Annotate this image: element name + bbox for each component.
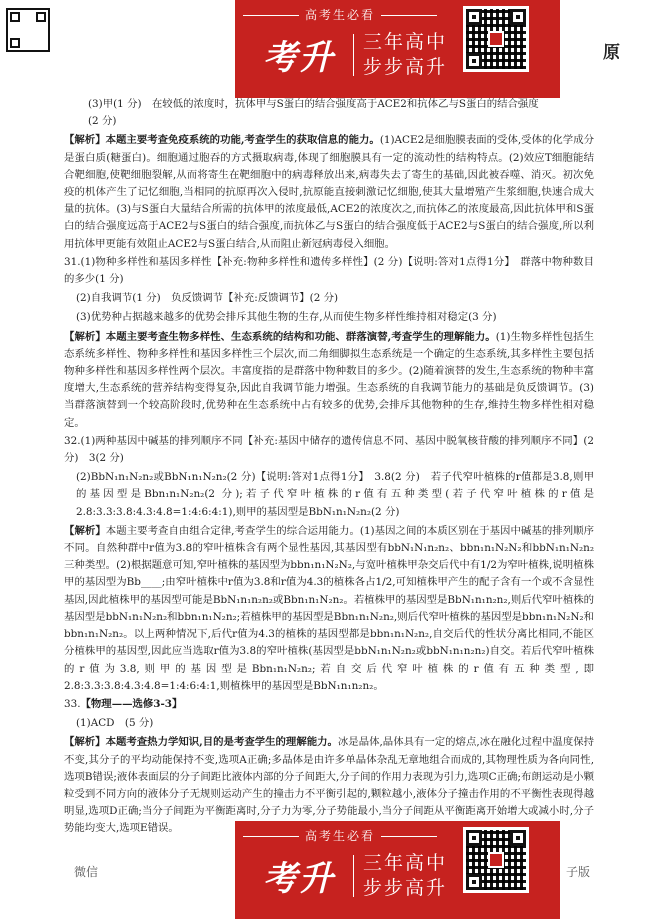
q30-part3-score: (2 分): [88, 115, 117, 128]
q31-analysis-body: (1)生物多样性包括生态系统多样性、物种多样性和基因多样性三个层次,而二角细脚拟生态系统是一个确定的生态系统,其多样性主要包括物种多样性和基因多样性两个层次。丰富度指的是群落中物种数目的多少。(2)随着演替的发生,生态系统的物种丰富度增大,生态系统的营养结构变得复杂,因此自我调节能力增强。生态系统的自我调节能力的基础是负反馈调节。(3)当群落演替到一个较高阶段时,优势种在生态系统中占有较多的优势,会排斥其他物种的生存,维持生物多样性相对稳定。: [64, 330, 594, 429]
q31-part3: (3)优势种占据越来越多的优势会排斥其他生物的生存,从而使生物多样性维持相对稳定(3 分): [76, 311, 497, 324]
q30-part3-text: (3)甲(1 分) 在较低的浓度时，抗体甲与S蛋白的结合强度高于ACE2和抗体乙与S蛋白的结合强度: [88, 98, 539, 110]
q32-part2-a: (2)BbN₁n₁N₂n₂或BbN₁n₁N₂n₂(2 分)【说明:答对1点得1分】 3.8(2 分) 若子代窄叶植株的r值都是3.8,则甲的基因型是Bbn₁n₁N₂n₂(2 分);若子代窄叶植株的r值有五种类型(若子代窄叶植株的r值是: [76, 471, 594, 501]
brand-logo: 考升: [263, 38, 335, 78]
promo-panel[interactable]: [235, 821, 560, 919]
q30-analysis-head: 本题主要考查免疫系统的功能,考查学生的获取信息的能力。: [105, 134, 380, 147]
q33-analysis-head: 本题考查热力学知识,目的是考查学生的理解能力。: [105, 736, 338, 749]
tagline-line-2: 步步高升: [363, 56, 448, 78]
q33-analysis-body: 冰是晶体,晶体具有一定的熔点,冰在融化过程中温度保持不变,其分子的平均动能保持不变,选项A正确;多晶体是由许多单晶体杂乱无章地组合而成的,其物理性质为各向同性,选项B错误;液体表面层的分子间距比液体内部的分子间距大,分子间的作用力表现为引力,选项C正确;布朗运动是小颗粒受到不同方向的液体分子无规则运动产生的撞击力不平衡引起的,颗粒越小,液体分子撞击作用的不平衡性表现得越明显,选项D正确;当分子间距为平衡距离时,分子力为零,分子势能最小,当分子间距从平衡距离开始增大或减小时,分子势能均变大,选项E错误。: [64, 736, 594, 835]
analysis-label: 【解析】: [64, 736, 106, 749]
q32-number: 32.: [64, 434, 81, 447]
analysis-label: 【解析】: [64, 134, 106, 147]
q30-analysis-body: (1)ACE2是细胞膜表面的受体,受体的化学成分是蛋白质(糖蛋白)。细胞通过胞吞的方式摄取病毒,体现了细胞膜具有一定的流动性的结构特点。(2)效应T细胞能结合靶细胞,使靶细胞裂解,从而将寄生在靶细胞中的病毒释放出来,病毒失去了寄生的基础,因此被吞噬、消灭。初次免疫的机体产生了记忆细胞,当相同的抗原再次入侵时,抗原能直接刺激记忆细胞,使其大量增殖产生浆细胞,快速合成大量的抗体。(3)与S蛋白大量结合所需的抗体甲的浓度最低,ACE2的浓度次之,而抗体乙的浓度最高,因此抗体甲和S蛋白的结合强度远高于ACE2与S蛋白的结合强度,而抗体乙与S蛋白的结合强度低于ACE2与S蛋白的结合强度,所以利用抗体甲更能有效阻止ACE2与S蛋白结合,从而阻止新冠病毒侵入细胞。: [64, 134, 594, 250]
q31-part1-text: (1)物种多样性和基因多样性【补充:物种多样性和遗传多样性】(2 分)【说明:答对1点得1分】 群落中物种数目的多少(1 分): [64, 255, 594, 286]
page-edge-text-right: 子版: [565, 865, 590, 879]
banner-tagline: [363, 851, 463, 901]
divider: [353, 34, 354, 76]
q32-analysis: [64, 523, 594, 695]
bottom-promo-banner[interactable]: [0, 821, 650, 919]
tagline-line-2: 步步高升: [363, 877, 448, 899]
q32-part2-b: 2.8:3.3:3.8:4.3:4.8=1:4:6:4:1),则甲的基因型是BbN₁n₁N₂n₂(2 分): [76, 505, 400, 518]
tagline-line-1: 三年高中: [363, 31, 448, 53]
answer-content: [64, 96, 594, 838]
qr-logo-icon: [488, 31, 504, 47]
q33-section: [64, 696, 594, 713]
left-edge-strip: [0, 821, 99, 919]
q32-part1-text: (1)两种基因中碱基的排列顺序不同【补充:基因中储存的遗传信息不同、基因中脱氧核苷酸的排列顺序不同】(2 分) 3(2 分): [64, 434, 594, 465]
banner-tagline: [363, 30, 463, 80]
qr-logo-icon: [488, 852, 504, 868]
q32-analysis-body: 本题主要考查自由组合定律,考查学生的综合运用能力。(1)基因之间的本质区别在于基因中碱基的排列顺序不同。自然种群中r值为3.8的窄叶植株含有两个显性基因,其基因型有bbN₁N₁n₂n₂、bbn₁n₁N₂N₂和bbN₁n₁N₂n₂三种类型。(2)根据题意可知,窄叶植株的基因型为bbn₁n₁N₂N₂,与宽叶植株甲杂交后代中有1/2为窄叶植株,说明植株甲的基因型为Bb____;由窄叶植株中r值为3.8和r值为4.3的植株各占1/2,可知植株甲产生的配子含有一个或不含显性基因,因此植株甲的基因型可能是BbN₁n₁n₂n₂或Bbn₁n₁N₂n₂。若植株甲的基因型是BbN₁n₁n₂n₂,则后代窄叶植株的基因型是bbN₁n₁N₂n₂和bbn₁n₁N₂n₂;若植株甲的基因型是Bbn₁n₁N₂n₂,则后代窄叶植株的基因型是bbn₁n₁N₂N₂和bbn₁n₁N₂n₂。以上两种情况下,后代r值为4.3的植株的基因型都是bbn₁n₁N₂n₂,自交后代的性状分离比相同,不能区分植株甲的基因型,因此应当选取r值为3.8的窄叶植株(基因型是bbN₁n₁N₂n₂或bbN₁n₁n₂n₂)自交。若后代窄叶植株的r值为3.8,则甲的基因型是Bbn₁n₁N₂n₂;若自交后代窄叶植株的r值有五种类型,即2.8:3.3:3.8:4.3:4.8=1:4:6:4:1,则植株甲的基因型是BbN₁n₁n₂n₂。: [64, 524, 594, 692]
q33-number: 33.: [64, 697, 81, 710]
top-promo-banner[interactable]: [0, 0, 650, 98]
promo-panel[interactable]: [235, 0, 560, 98]
qr-code-icon[interactable]: [463, 6, 529, 72]
q31-analysis: [64, 329, 594, 432]
q31-number: 31.: [64, 255, 81, 268]
q31-analysis-head: 本题主要考查生物多样性、生态系统的结构和功能、群落演替,考查学生的理解能力。: [105, 330, 496, 343]
q33-section-title: 【物理——选修3-3】: [80, 697, 183, 710]
q30-part3: [64, 96, 594, 130]
analysis-label: 【解析】: [64, 330, 106, 343]
q30-analysis: [64, 132, 594, 252]
q31-part2: (2)自我调节(1 分) 负反馈调节【补充:反馈调节】(2 分): [76, 292, 339, 305]
analysis-label: 【解析】: [64, 524, 106, 537]
q31-part1: [64, 254, 594, 288]
left-qr-strip: [0, 0, 58, 98]
divider: [353, 855, 354, 897]
brand-logo: 考升: [263, 859, 335, 899]
q32-part1: [64, 433, 594, 467]
banner-slogan: 高考生必看: [235, 827, 445, 844]
page-edge-char: 原: [603, 43, 620, 63]
qr-code-icon[interactable]: [463, 827, 529, 893]
qr-code-icon[interactable]: [6, 8, 50, 52]
tagline-line-1: 三年高中: [363, 852, 448, 874]
banner-slogan: 高考生必看: [235, 6, 445, 23]
q32-part2: [64, 469, 594, 521]
page-edge-text-left: 微信: [74, 865, 99, 879]
q33-part1: (1)ACD (5 分): [76, 717, 154, 730]
